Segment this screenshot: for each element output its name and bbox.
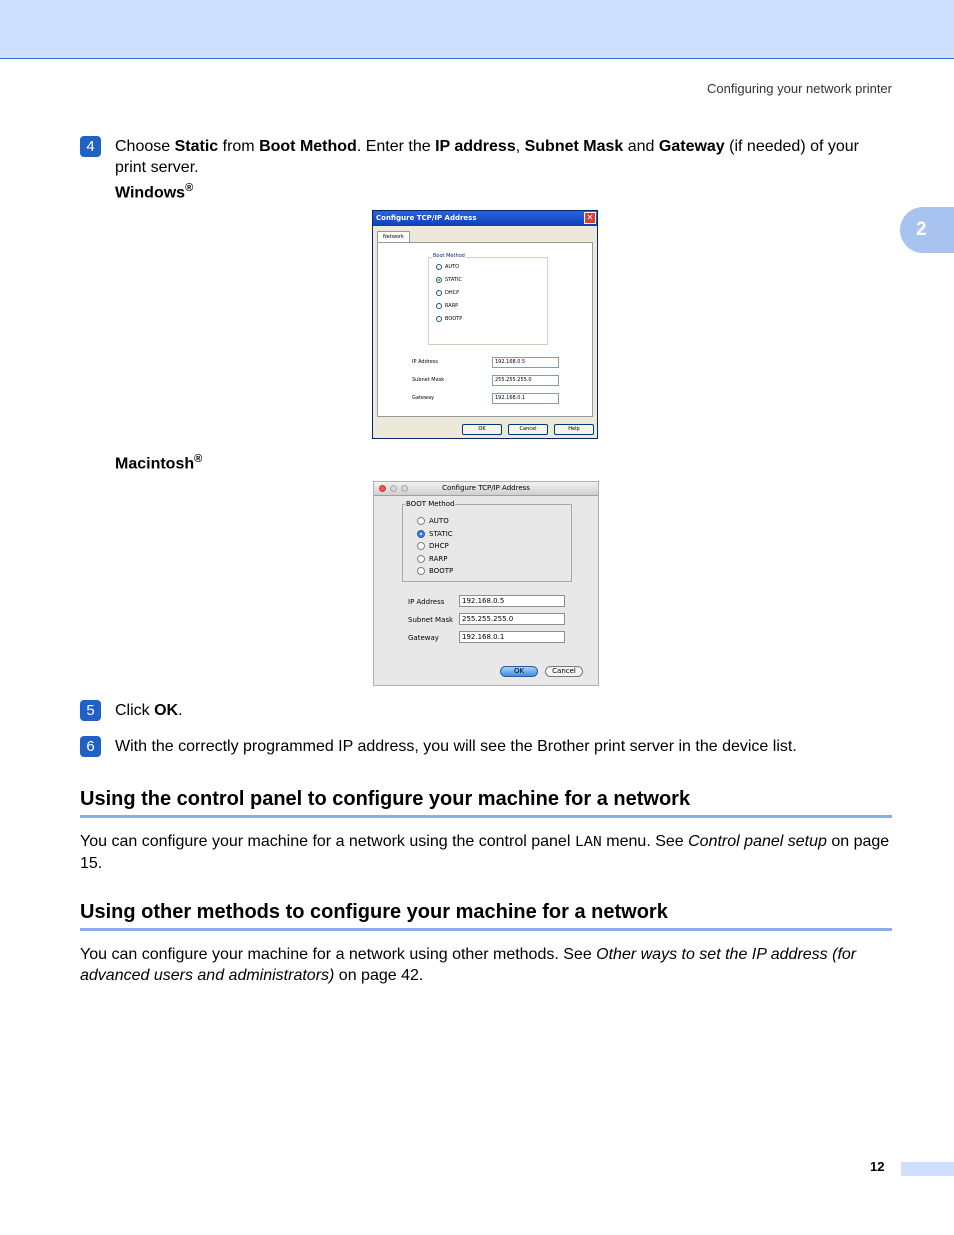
step-number-4: 4: [80, 136, 101, 157]
ip-address-label: IP Address: [408, 598, 445, 606]
section-heading-control-panel: Using the control panel to configure your machine for a network: [80, 788, 892, 818]
windows-network-panel: [377, 242, 593, 417]
step-5-text: Click OK.: [115, 702, 183, 719]
link-other-ways[interactable]: Other ways to set the IP address (for advanced users and administrators): [80, 946, 857, 984]
gateway-field[interactable]: 192.168.0.1: [459, 631, 565, 643]
radio-button-icon: [417, 517, 425, 525]
boot-method-label: Boot Method: [433, 253, 465, 259]
mac-boot-method-group: [402, 500, 572, 582]
step-number-6: 6: [80, 736, 101, 757]
radio-rarp[interactable]: RARP: [436, 303, 458, 309]
windows-tcpip-dialog: [372, 210, 598, 439]
cancel-button[interactable]: Cancel: [508, 424, 548, 435]
radio-rarp[interactable]: RARP: [417, 555, 447, 563]
radio-auto[interactable]: AUTO: [417, 517, 449, 525]
step-4-text: Choose Static from Boot Method. Enter the IP address, Subnet Mask and Gateway (if needed) of your print server.: [115, 138, 859, 176]
page-number: 12: [870, 1159, 885, 1174]
ok-button[interactable]: OK: [462, 424, 502, 435]
step-5: [80, 700, 880, 721]
windows-dialog-titlebar: Configure TCP/IP Address ✕: [373, 211, 597, 226]
radio-auto[interactable]: AUTO: [436, 264, 459, 270]
radio-button-icon: [417, 567, 425, 575]
mac-tcpip-dialog: [373, 481, 599, 686]
gateway-label: Gateway: [408, 634, 439, 642]
boot-method-label: BOOT Method: [406, 500, 455, 508]
radio-dhcp[interactable]: DHCP: [436, 290, 459, 296]
windows-label: Windows®: [115, 182, 194, 202]
step-4: [80, 136, 880, 178]
section-heading-other-methods: Using other methods to configure your machine for a network: [80, 901, 892, 931]
minimize-light-icon[interactable]: [390, 485, 397, 492]
zoom-light-icon[interactable]: [401, 485, 408, 492]
cancel-button[interactable]: Cancel: [545, 666, 583, 677]
radio-button-selected-icon: [436, 277, 442, 283]
help-button[interactable]: Help: [554, 424, 594, 435]
radio-button-icon: [436, 316, 442, 322]
ok-button[interactable]: OK: [500, 666, 538, 677]
radio-dhcp[interactable]: DHCP: [417, 542, 449, 550]
ip-address-label: IP Address: [412, 359, 438, 365]
subnet-mask-field[interactable]: 255.255.255.0: [492, 375, 559, 386]
radio-button-icon: [436, 303, 442, 309]
radio-static[interactable]: STATIC: [436, 277, 462, 283]
top-band: [0, 0, 954, 59]
radio-button-icon: [417, 555, 425, 563]
close-light-icon[interactable]: [379, 485, 386, 492]
ip-address-field[interactable]: 192.168.0.5: [492, 357, 559, 368]
radio-button-selected-icon: [417, 530, 425, 538]
gateway-field[interactable]: 192.168.0.1: [492, 393, 559, 404]
subnet-mask-field[interactable]: 255.255.255.0: [459, 613, 565, 625]
close-icon[interactable]: ✕: [584, 212, 596, 224]
step-6-text: With the correctly programmed IP address, you will see the Brother print server in the device list.: [115, 738, 797, 755]
subnet-mask-label: Subnet Mask: [408, 616, 454, 624]
running-header: Configuring your network printer: [707, 81, 892, 96]
windows-boot-method-group: [428, 253, 548, 345]
radio-button-icon: [417, 542, 425, 550]
step-6: [80, 736, 880, 757]
radio-bootp[interactable]: BOOTP: [436, 316, 462, 322]
gateway-label: Gateway: [412, 395, 435, 401]
radio-bootp[interactable]: BOOTP: [417, 567, 453, 575]
footer-bar: [901, 1162, 954, 1176]
step-number-5: 5: [80, 700, 101, 721]
tab-network[interactable]: Network: [377, 231, 410, 243]
section-1-paragraph: You can configure your machine for a network using the control panel LAN menu. See Control panel setup on page 15.: [80, 833, 890, 872]
ip-address-field[interactable]: 192.168.0.5: [459, 595, 565, 607]
subnet-mask-label: Subnet Mask: [412, 377, 445, 383]
macintosh-label: Macintosh®: [115, 453, 203, 473]
radio-button-icon: [436, 264, 442, 270]
radio-static[interactable]: STATIC: [417, 530, 453, 538]
link-control-panel-setup[interactable]: Control panel setup: [688, 833, 827, 850]
radio-button-icon: [436, 290, 442, 296]
chapter-tab: 2: [900, 207, 954, 253]
section-2-paragraph: You can configure your machine for a network using other methods. See Other ways to set the IP address (for advanced users and administrators) on page 42.: [80, 946, 857, 984]
mac-dialog-titlebar: Configure TCP/IP Address: [374, 482, 598, 496]
